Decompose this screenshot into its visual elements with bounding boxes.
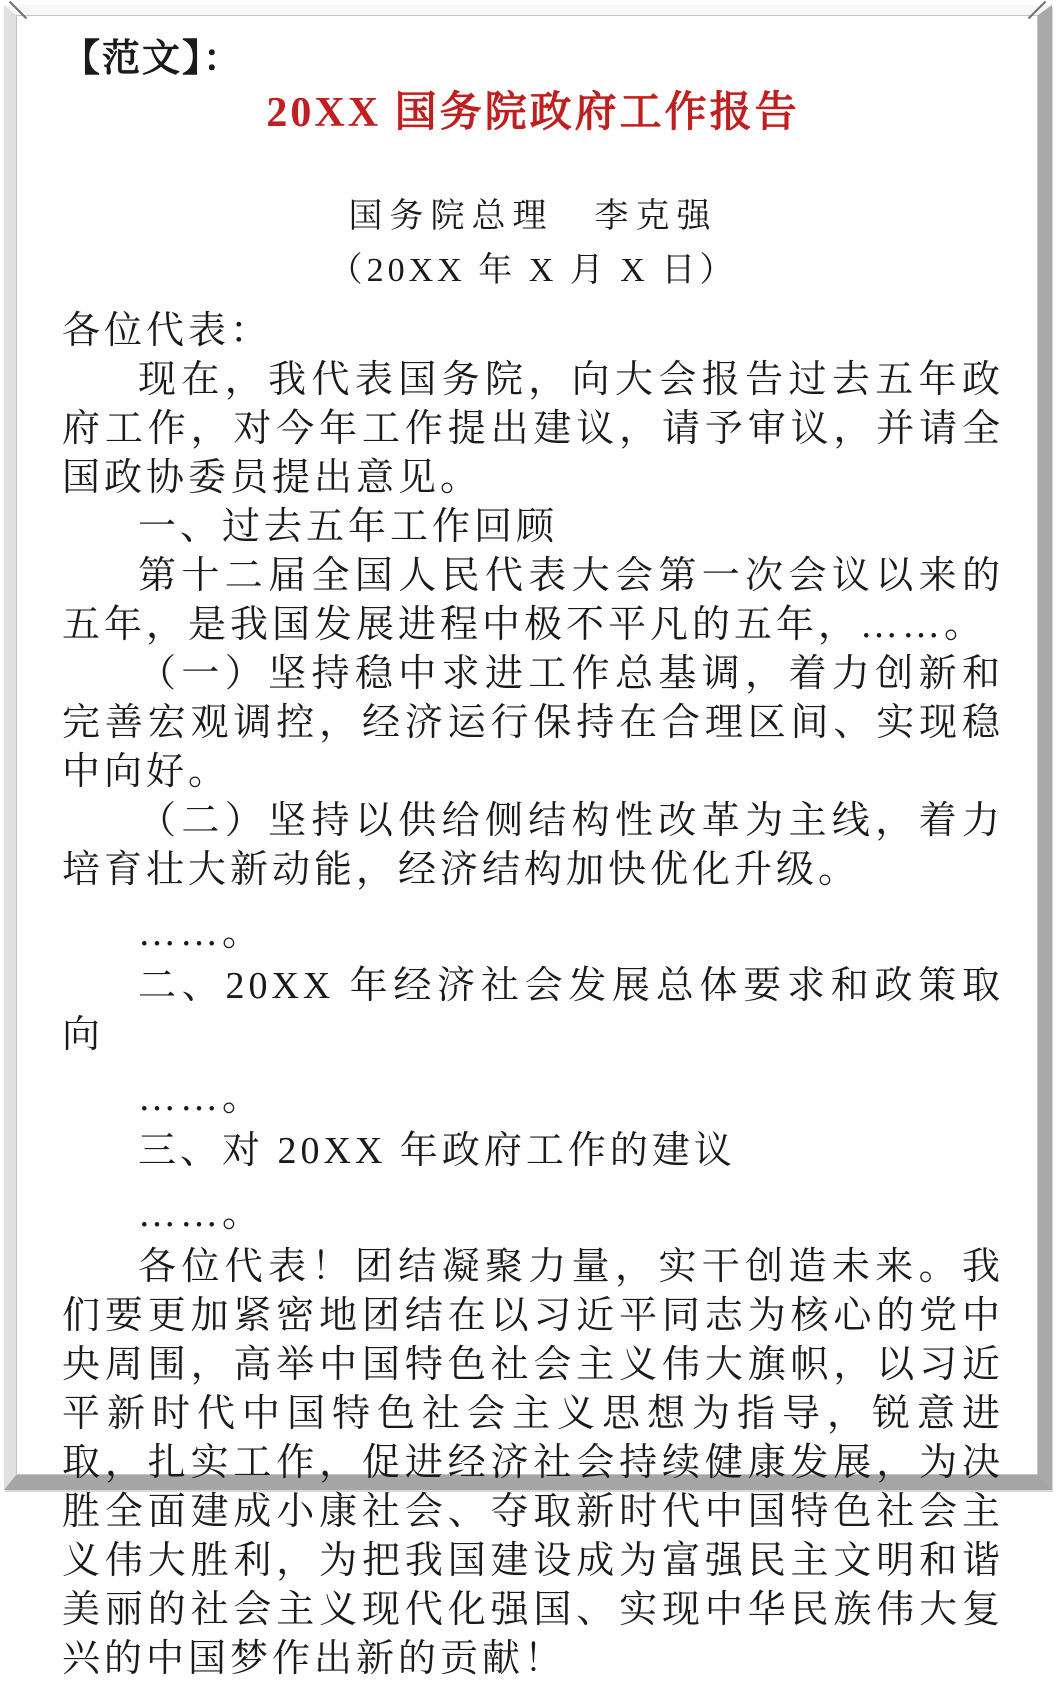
byline: 国务院总理 李克强 xyxy=(348,198,718,235)
paragraph: （二）坚持以供给侧结构性改革为主线，着力培育壮大新动能，经济结构加快优化升级。 xyxy=(62,800,1004,891)
paragraph: 各位代表！团结凝聚力量，实干创造未来。我们要更加紧密地团结在以习近平同志为核心的党中央周围，高举中国特色社会主义伟大旗帜，以习近平新时代中国特色社会主义思想为指导，锐意进取，扎实工作，促进经济社会持续健康发展，为决胜全面建成小康社会、夺取新时代中国特色社会主义伟大胜利，为把我国建设成为富强民主文明和谐美丽的社会主义现代化强国、实现中华民族伟大复兴的中国梦作出新的贡献！ xyxy=(62,1246,1004,1680)
frame-bevel-top-right xyxy=(1028,1,1046,19)
paragraph: 各位代表： xyxy=(62,310,273,352)
paragraph: 二、20XX 年经济社会发展总体要求和政策取向 xyxy=(62,965,1004,1056)
frame-bevel-top-left xyxy=(9,1,27,19)
paragraph: 三、对 20XX 年政府工作的建议 xyxy=(138,1130,736,1172)
paragraph: 现在，我代表国务院，向大会报告过去五年政府工作，对今年工作提出建议，请予审议，并请全国政协委员提出意见。 xyxy=(62,359,1004,499)
document-body xyxy=(62,307,1004,1684)
paragraph: 第十二届全国人民代表大会第一次会议以来的五年，是我国发展进程中极不平凡的五年，……。 xyxy=(62,555,1004,646)
paragraph: ……。 xyxy=(138,1077,265,1119)
paragraph: （一）坚持稳中求进工作总基调，着力创新和完善宏观调控，经济运行保持在合理区间、实现稳中向好。 xyxy=(62,653,1004,793)
document-frame xyxy=(4,5,1052,1680)
document-page xyxy=(62,33,1004,1684)
model-essay-label: 【范文】： xyxy=(62,38,244,80)
document-title: 20XX 国务院政府工作报告 xyxy=(266,90,800,136)
paragraph: ……。 xyxy=(138,1193,265,1235)
paragraph: 一、过去五年工作回顾 xyxy=(138,506,559,548)
dateline: （20XX 年 X 月 X 日） xyxy=(328,252,738,289)
paragraph: ……。 xyxy=(138,912,265,954)
